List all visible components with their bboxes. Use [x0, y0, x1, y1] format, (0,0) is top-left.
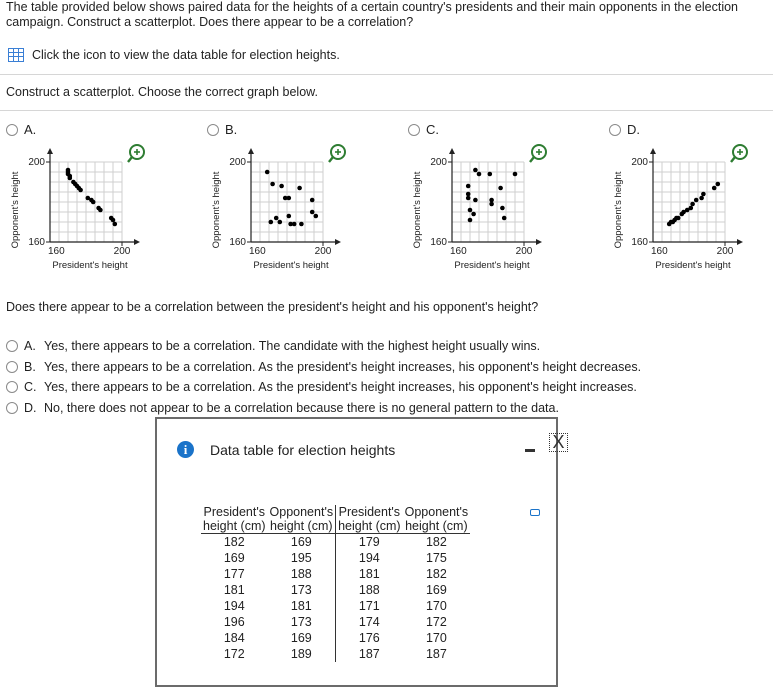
data-point: [676, 216, 681, 221]
tick-label: 160: [249, 246, 266, 257]
table-header: height (cm): [336, 519, 403, 534]
x-axis-label: President's height: [454, 260, 530, 271]
data-point: [690, 202, 695, 207]
table-cell: 187: [425, 647, 447, 661]
tick-label: 160: [48, 246, 65, 257]
table-header: height (cm): [203, 519, 266, 533]
question-2: Does there appear to be a correlation between the president's height and his opponent's height?: [6, 300, 539, 314]
divider: [0, 74, 773, 75]
table-header: Opponent's: [404, 505, 469, 519]
data-point: [279, 184, 284, 189]
table-cell: 173: [290, 615, 312, 629]
data-point: [502, 216, 507, 221]
answer-text: Yes, there appears to be a correlation. As the president's height increases, his opponent's height decreases.: [44, 359, 642, 374]
table-cell: 189: [290, 647, 312, 661]
data-point: [310, 210, 315, 215]
data-point: [278, 220, 283, 225]
data-point: [712, 186, 717, 191]
data-point: [113, 222, 118, 227]
divider: [0, 110, 773, 111]
data-point: [471, 212, 476, 217]
data-point: [91, 200, 96, 205]
minimize-button[interactable]: [525, 449, 535, 452]
data-point: [111, 218, 116, 223]
data-point: [310, 198, 315, 203]
data-point: [473, 168, 478, 173]
y-axis-label: Opponent's height: [10, 171, 21, 249]
option-label: B.: [225, 122, 238, 137]
table-cell: 172: [223, 647, 245, 661]
table-row: [201, 550, 470, 566]
data-point: [265, 170, 270, 175]
table-cell: 181: [290, 599, 312, 613]
question-intro: The table provided below shows paired data for the heights of a certain country's presidents and their main opponents in the election campaign. Construct a scatterplot. Does there appear to be a correlation?: [6, 0, 739, 29]
zoom-icon[interactable]: [731, 145, 747, 162]
data-point: [468, 208, 473, 213]
tick-label: 160: [651, 246, 668, 257]
instruction-text: Construct a scatterplot. Choose the correct graph below.: [6, 85, 318, 99]
table-cell: 179: [336, 534, 403, 551]
table-header: Opponent's: [269, 505, 334, 519]
data-point: [269, 220, 274, 225]
tick-label: 200: [430, 157, 447, 168]
data-point: [287, 196, 292, 201]
option-label: C.: [426, 122, 439, 137]
radio-button[interactable]: [6, 402, 18, 414]
table-cell: 174: [336, 614, 403, 630]
tick-label: 160: [28, 237, 45, 248]
data-table-popup: [155, 417, 565, 687]
table-cell: 169: [223, 551, 245, 565]
tick-label: 200: [113, 246, 131, 257]
table-header: height (cm): [268, 519, 336, 534]
data-point: [270, 182, 275, 187]
data-point: [498, 186, 503, 191]
table-row: [201, 630, 470, 646]
table-cell: 188: [290, 567, 312, 581]
table-row: [201, 582, 470, 598]
option-label: A.: [24, 122, 37, 137]
table-header: President's: [203, 505, 265, 519]
tick-label: 200: [515, 246, 533, 257]
y-axis-label: Opponent's height: [211, 171, 222, 249]
grid: [50, 162, 122, 242]
tick-label: 200: [314, 246, 332, 257]
radio-button[interactable]: [609, 124, 621, 136]
tick-label: 160: [631, 237, 648, 248]
option-label: D.: [627, 122, 640, 137]
table-cell: 170: [425, 599, 447, 613]
answer-option-c[interactable]: C. Yes, there appears to be a correlation. As the president's height increases, his opponent's height increases.: [6, 377, 641, 398]
tick-label: 160: [229, 237, 246, 248]
table-row: [201, 534, 470, 551]
table-cell: 181: [223, 583, 245, 597]
table-cell: 169: [425, 583, 447, 597]
graph-option-c[interactable]: [408, 122, 439, 137]
answer-text: Yes, there appears to be a correlation. The candidate with the highest height usually wins.: [44, 339, 541, 354]
radio-button[interactable]: [6, 124, 18, 136]
data-point: [78, 188, 83, 193]
radio-button[interactable]: [6, 340, 18, 352]
table-cell: 169: [290, 535, 312, 549]
graph-option-d[interactable]: [609, 122, 640, 137]
data-point: [699, 196, 704, 201]
scatterplot-c: [406, 140, 556, 280]
data-point: [477, 172, 482, 177]
copy-icon[interactable]: [530, 509, 540, 516]
table-cell: 187: [336, 646, 403, 662]
table-cell: 194: [336, 550, 403, 566]
table-cell: 195: [290, 551, 312, 565]
table-header: President's: [336, 505, 403, 519]
data-point: [689, 206, 694, 211]
table-row: [201, 646, 470, 662]
table-cell: 173: [290, 583, 312, 597]
table-cell: 181: [336, 566, 403, 582]
tick-label: 160: [450, 246, 467, 257]
data-point: [488, 172, 493, 177]
table-cell: 176: [336, 630, 403, 646]
table-cell: 172: [425, 615, 447, 629]
x-axis-label: President's height: [655, 260, 731, 271]
table-row: [201, 614, 470, 630]
data-point: [694, 198, 699, 203]
grid: [653, 162, 725, 242]
table-row: [201, 598, 470, 614]
radio-button[interactable]: [6, 381, 18, 393]
table-cell: 170: [425, 631, 447, 645]
table-cell: 175: [425, 551, 447, 565]
radio-button[interactable]: [207, 124, 219, 136]
data-point: [468, 218, 473, 223]
data-point: [466, 192, 471, 197]
data-point: [500, 206, 505, 211]
table-cell: 188: [336, 582, 403, 598]
popup-title: Data table for election heights: [210, 442, 396, 458]
zoom-icon[interactable]: [128, 145, 144, 162]
graph-option-b[interactable]: [207, 122, 237, 137]
data-point: [473, 198, 478, 203]
tick-label: 200: [716, 246, 734, 257]
graph-option-a[interactable]: [6, 122, 36, 137]
scatterplot-a: [4, 140, 154, 280]
data-point: [292, 222, 297, 227]
table-cell: 182: [425, 535, 447, 549]
data-point: [98, 208, 103, 213]
table-row: [201, 566, 470, 582]
data-point: [513, 172, 518, 177]
zoom-icon[interactable]: [329, 145, 345, 162]
data-point: [299, 222, 304, 227]
answer-option-b[interactable]: B. Yes, there appears to be a correlation. As the president's height increases, his opponent's height decreases.: [6, 357, 641, 378]
answer-options: [6, 336, 641, 418]
data-point: [274, 216, 279, 221]
data-table: [201, 505, 470, 662]
table-cell: 184: [223, 631, 245, 645]
tick-label: 160: [430, 237, 447, 248]
answer-option-a[interactable]: A. Yes, there appears to be a correlation. The candidate with the highest height usually wins.: [6, 336, 641, 357]
info-icon: i: [177, 441, 194, 458]
data-point: [314, 214, 319, 219]
data-point: [466, 184, 471, 189]
data-table-container: [201, 505, 470, 662]
data-point: [489, 198, 494, 203]
radio-button[interactable]: [6, 361, 18, 373]
x-axis-label: President's height: [52, 260, 128, 271]
x-axis-label: President's height: [253, 260, 329, 271]
table-cell: 182: [425, 567, 447, 581]
table-icon[interactable]: [8, 48, 24, 62]
data-table-link-text[interactable]: Click the icon to view the data table for election heights.: [32, 48, 340, 62]
table-cell: 194: [223, 599, 245, 613]
table-cell: 177: [223, 567, 245, 581]
table-cell: 171: [336, 598, 403, 614]
table-cell: 169: [290, 631, 312, 645]
data-point: [287, 214, 292, 219]
data-point: [701, 192, 706, 197]
close-button[interactable]: X: [549, 433, 568, 452]
y-axis-label: Opponent's height: [613, 171, 624, 249]
data-point: [68, 176, 73, 181]
data-point: [297, 186, 302, 191]
tick-label: 200: [229, 157, 246, 168]
tick-label: 200: [631, 157, 648, 168]
y-axis-label: Opponent's height: [412, 171, 423, 249]
scatterplot-d: [607, 140, 757, 280]
table-cell: 182: [223, 535, 245, 549]
data-point: [489, 202, 494, 207]
radio-button[interactable]: [408, 124, 420, 136]
data-point: [716, 182, 721, 187]
data-point: [466, 196, 471, 201]
table-header: height (cm): [403, 519, 471, 534]
answer-text: Yes, there appears to be a correlation. As the president's height increases, his opponent's height increases.: [44, 380, 637, 395]
zoom-icon[interactable]: [530, 145, 546, 162]
answer-option-d[interactable]: D. No, there does not appear to be a correlation because there is no general pattern to the data.: [6, 398, 641, 419]
table-cell: 196: [223, 615, 245, 629]
data-table-link[interactable]: [8, 48, 340, 62]
answer-text: No, there does not appear to be a correlation because there is no general pattern to the data.: [44, 400, 559, 415]
scatterplot-b: [205, 140, 355, 280]
tick-label: 200: [28, 157, 45, 168]
